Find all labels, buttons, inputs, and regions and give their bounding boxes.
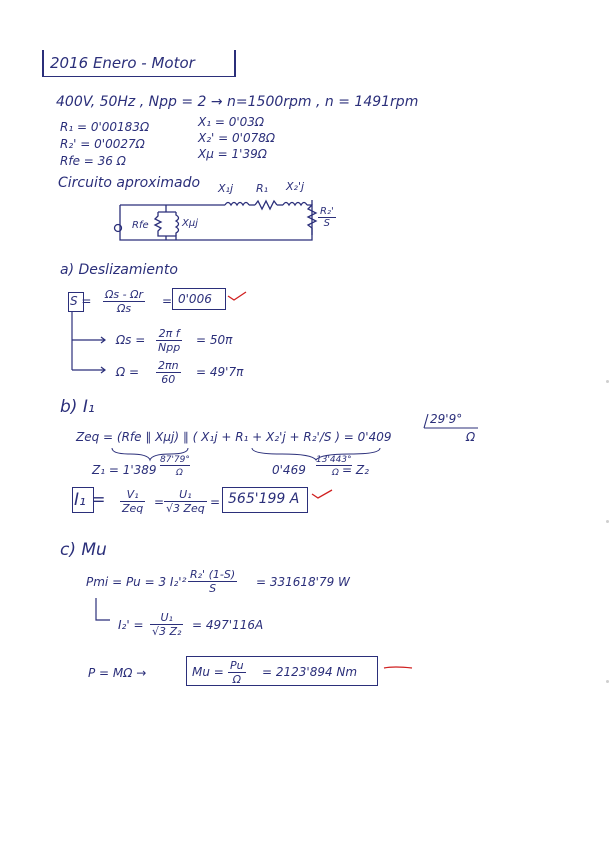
param-rfe: Rfe = 36 Ω	[60, 154, 126, 168]
mu-lhs: Mu =	[192, 665, 224, 679]
i1-result: 565'199 A	[228, 491, 300, 507]
param-r1: R₁ = 0'00183Ω	[60, 120, 150, 134]
pmi-result: = 331618'79 W	[256, 575, 350, 589]
params-line: 400V, 50Hz , Npp = 2 → n=1500rpm , n = 1491rpm	[56, 94, 419, 110]
scan-dot	[606, 380, 609, 383]
i1-frac2-num: U₁	[164, 488, 207, 502]
i1-lhs: I₁ =	[74, 490, 106, 510]
i1-frac1-den: Zeq	[122, 502, 144, 515]
i2-num: U₁	[150, 611, 183, 625]
w-den: 60	[161, 373, 176, 386]
circuit-label-rfe: Rfe	[132, 220, 149, 231]
zeq-polar-top: 29'9°	[430, 412, 463, 426]
power-relation: P = MΩ →	[88, 666, 147, 680]
pmi-num: R₂' (1-S)	[190, 568, 236, 581]
circuit-label-x2j: X₂'j	[286, 180, 305, 193]
circuit-label-r1: R₁	[256, 182, 269, 195]
mu-result: = 2123'894 Nm	[262, 665, 358, 679]
ws-result: = 50π	[196, 333, 233, 347]
i2-den: √3 Z₂	[152, 625, 182, 638]
zeq-line: Zeq = (Rfe ∥ Xμj) ∥ ( X₁j + R₁ + X₂'j + R₂'/S ) = 0'409	[76, 430, 392, 444]
z2-value: 0'469	[272, 463, 306, 477]
pmi-lhs: Pmi = Pu = 3 I₂'²	[86, 575, 187, 589]
w-result: = 49'7π	[196, 365, 244, 379]
slip-den: Ωs	[116, 302, 132, 315]
param-xmu: Xμ = 1'39Ω	[198, 147, 267, 161]
i1-frac1-num: V₁	[120, 488, 145, 502]
z2-name: = Z₂	[342, 463, 369, 477]
ws-lhs: Ωs =	[116, 333, 146, 347]
page-title: 2016 Enero - Motor	[50, 54, 195, 72]
param-x2: X₂' = 0'078Ω	[198, 131, 276, 145]
ws-num: 2π f	[156, 327, 182, 341]
param-x1: X₁ = 0'03Ω	[198, 115, 265, 129]
slip-num: Ωs - Ωr	[105, 288, 144, 301]
z1-unit: Ω	[176, 468, 183, 478]
z1-angle: 87'79°	[160, 455, 190, 465]
scan-dot	[606, 520, 609, 523]
circuit-heading: Circuito aproximado	[58, 175, 201, 191]
section-c-heading: c) Mu	[60, 540, 107, 560]
circuit-label-xmu: Xμj	[182, 218, 198, 229]
mu-den: Ω	[232, 673, 241, 686]
z2-angle: 13'443°	[316, 455, 352, 465]
i2-lhs: I₂' =	[118, 618, 144, 632]
zeq-polar-bottom: Ω	[466, 430, 476, 444]
circuit-label-r2s-num: R₂'	[320, 206, 334, 217]
circuit-label-x1j: X₁j	[218, 182, 234, 195]
section-a-heading: a) Deslizamiento	[60, 262, 178, 278]
slip-result: 0'006	[178, 292, 212, 306]
i2-result: = 497'116A	[192, 618, 264, 632]
scan-dot	[606, 680, 609, 683]
circuit-label-r2s-den: S	[323, 218, 331, 229]
z2-unit: Ω	[332, 468, 339, 478]
z1-label: Z₁ = 1'389	[92, 463, 157, 477]
ws-den: Npp	[158, 341, 181, 354]
pmi-den: S	[209, 582, 217, 595]
mu-num: Pu	[230, 659, 244, 672]
section-b-heading: b) I₁	[60, 397, 95, 417]
i1-frac2-den: √3 Zeq	[166, 502, 205, 515]
param-r2: R₂' = 0'0027Ω	[60, 137, 145, 151]
w-lhs: Ω =	[116, 365, 140, 379]
w-num: 2πn	[158, 359, 179, 372]
slip-lhs: S =	[70, 294, 92, 308]
